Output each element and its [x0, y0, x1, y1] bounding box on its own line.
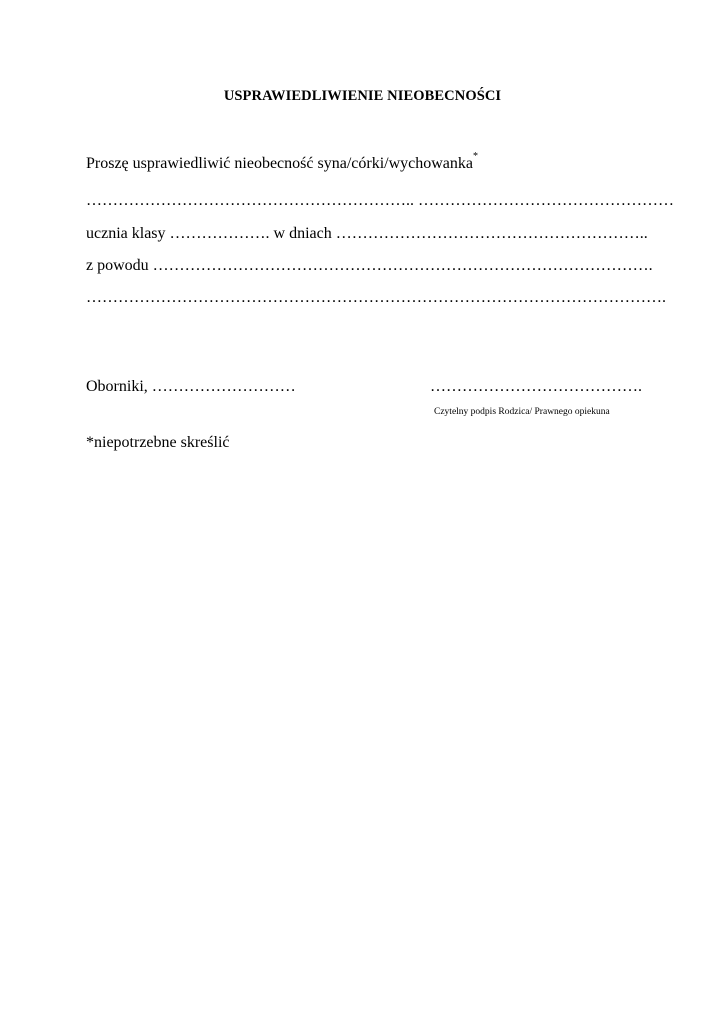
document-title: USPRAWIEDLIWIENIE NIEOBECNOŚCI [223, 88, 502, 104]
request-text: Proszę usprawiedliwić nieobecność syna/córki/wychowanka [86, 155, 473, 172]
signature-caption: Czytelny podpis Rodzica/ Prawnego opiekuna [434, 407, 610, 417]
request-line [86, 150, 478, 173]
signature-line: …………………………………. [430, 378, 642, 395]
reason-continuation-line: ………………………………………………………………………………………………. [86, 289, 666, 306]
student-name-line: …………………………………………………….. ………………………………………… [86, 192, 674, 209]
place-date-line: Oborniki, ……………………… [86, 378, 296, 395]
reason-line: z powodu …………………………………………………………………………………. [86, 257, 653, 274]
footnote: *niepotrzebne skreślić [86, 434, 230, 451]
footnote-marker: * [473, 150, 478, 162]
class-dates-line: ucznia klasy ………………. w dniach ………………………………………………….. [86, 225, 648, 242]
